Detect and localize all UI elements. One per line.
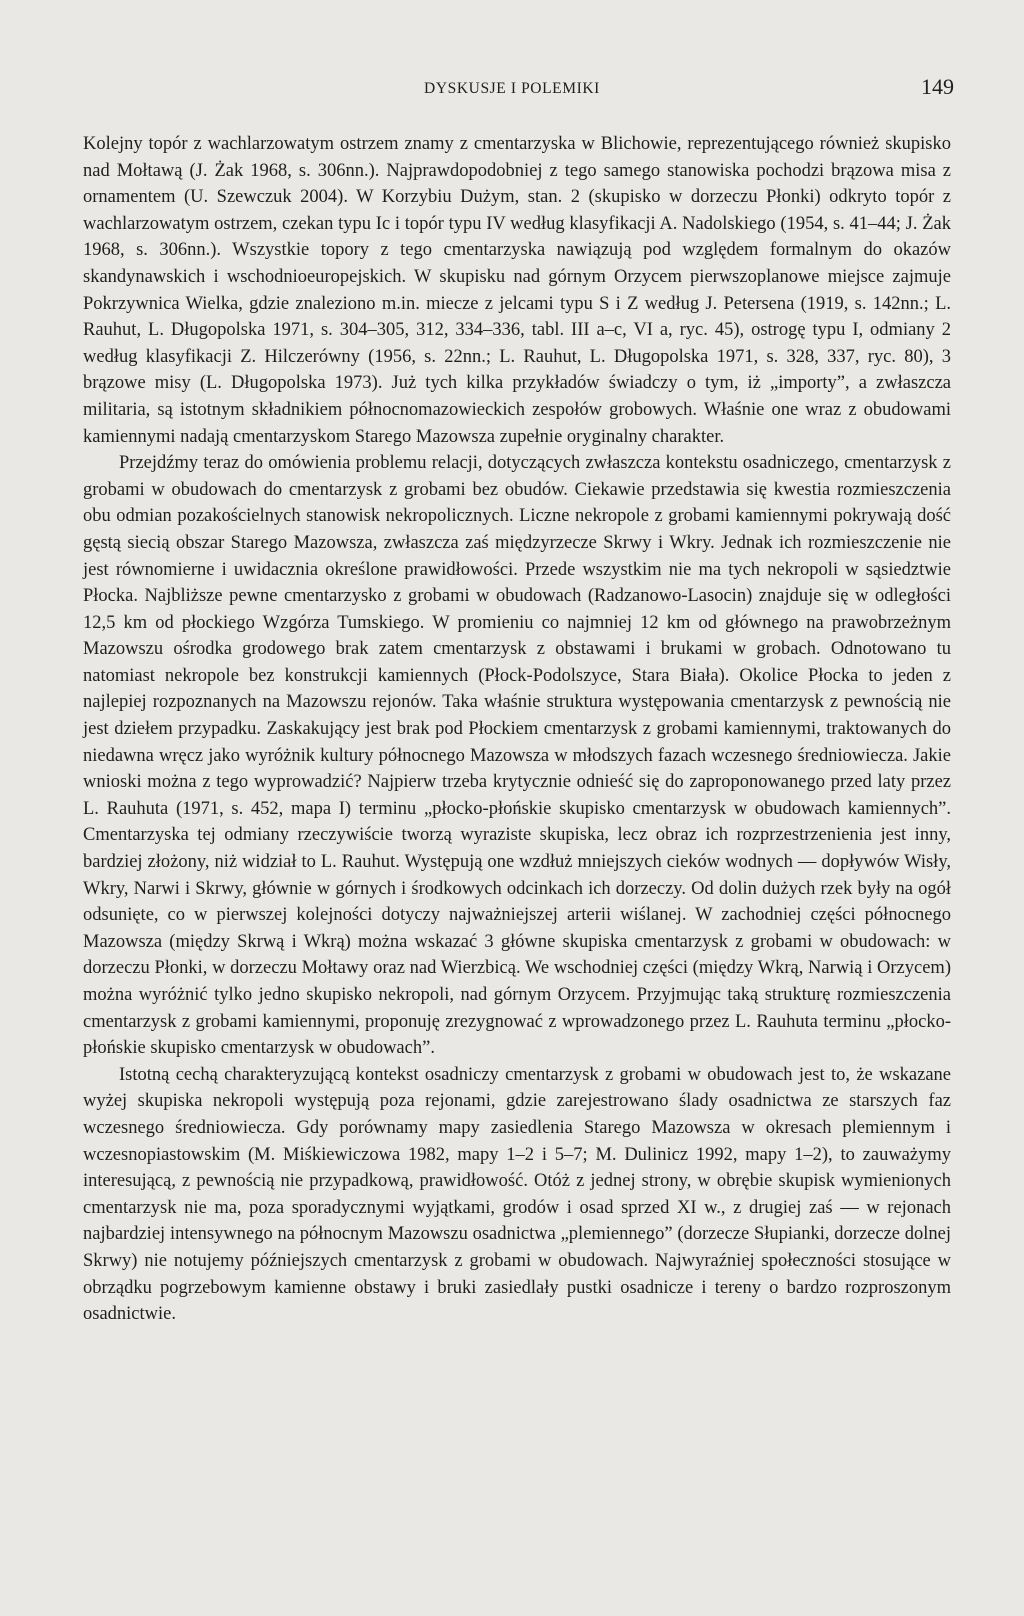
page-number: 149 — [921, 74, 954, 99]
paragraph-2: Przejdźmy teraz do omówienia problemu relacji, dotyczących zwłaszcza kontekstu osadniczego, cmentarzysk z grobami w obudowach do cmentarzysk z grobami bez obudów. Ciekawie przedstawia się kwestia rozmieszczenia obu odmian pozakościelnych stanowisk nekropolicznych. Liczne nekropole z grobami kamiennymi pokrywają dość gęstą siecią obszar Starego Mazowsza, zwłaszcza zaś międzyrzecze Skrwy i Wkry. Jednak ich rozmieszczenie nie jest równomierne i uwidacznia określone prawidłowości. Przede wszystkim nie ma tych nekropoli w sąsiedztwie Płocka. Najbliższe pewne cmentarzysko z grobami w obudowach (Radzanowo-Lasocin) znajduje się w odległości 12,5 km od płockiego Wzgórza Tumskiego. W promieniu co najmniej 12 km od głównego na prawobrzeżnym Mazowszu ośrodka grodowego brak zatem cmentarzysk z obstawami i brukami w grobach. Odnotowano tu natomiast nekropole bez konstrukcji kamiennych (Płock-Podolszyce, Stara Biała). Okolice Płocka to jeden z najlepiej rozpoznanych na Mazowszu rejonów. Taka właśnie struktura występowania cmentarzysk z pewnością nie jest dziełem przypadku. Zaskakujący jest brak pod Płockiem cmentarzysk z grobami kamiennymi, traktowanych do niedawna wręcz jako wyróżnik kultury północnego Mazowsza w młodszych fazach wczesnego średniowiecza. Jakie wnioski można z tego wyprowadzić? Najpierw trzeba krytycznie odnieść się do zaproponowanego przed laty przez L. Rauhuta (1971, s. 452, mapa I) terminu „płocko-płońskie skupisko cmentarzysk w obudowach kamiennych”. Cmentarzyska tej odmiany rzeczywiście tworzą wyraziste skupiska, lecz obraz ich rozprzestrzenienia jest inny, bardziej złożony, niż widział to L. Rauhut. Występują one wzdłuż mniejszych cieków wodnych — dopływów Wisły, Wkry, Narwi i Skrwy, głównie w górnych i środkowych odcinkach ich dorzeczy. Od dolin dużych rzek były na ogół odsunięte, co w pierwszej kolejności dotyczy najważniejszej arterii wiślanej. W zachodniej części północnego Mazowsza (między Skrwą i Wkrą) można wskazać 3 główne skupiska cmentarzysk z grobami w obudowach: w dorzeczu Płonki, w dorzeczu Mołtawy oraz nad Wierzbicą. We wschodniej części (między Wkrą, Narwią i Orzycem) można wyróżnić tylko jedno skupisko nekropoli, nad górnym Orzycem. Przyjmując taką strukturę rozmieszczenia cmentarzysk z grobami kamiennymi, proponuję zrezygnować z wprowadzonego przez L. Rauhuta terminu „płocko-płońskie skupisko cmentarzysk w obudowach”. — [83, 453, 951, 1059]
body-text — [83, 131, 951, 1328]
page-header — [0, 72, 1024, 112]
paragraph-1: Kolejny topór z wachlarzowatym ostrzem znamy z cmentarzyska w Blichowie, reprezentującego również skupisko nad Mołtawą (J. Żak 1968, s. 306nn.). Najprawdopodobniej z tego samego stanowiska pochodzi brązowa misa z ornamentem (U. Szewczuk 2004). W Korzybiu Dużym, stan. 2 (skupisko w dorzeczu Płonki) odkryto topór z wachlarzowatym ostrzem, czekan typu Ic i topór typu IV według klasyfikacji A. Nadolskiego (1954, s. 41–44; J. Żak 1968, s. 306nn.). Wszystkie topory z tego cmentarzyska nawiązują pod względem formalnym do okazów skandynawskich i wschodnioeuropejskich. W skupisku nad górnym Orzycem pierwszoplanowe miejsce zajmuje Pokrzywnica Wielka, gdzie znaleziono m.in. miecze z jelcami typu S i Z według J. Petersena (1919, s. 142nn.; L. Rauhut, L. Długopolska 1971, s. 304–305, 312, 334–336, tabl. III a–c, VI a, ryc. 45), ostrogę typu I, odmiany 2 według klasyfikacji Z. Hilczerówny (1956, s. 22nn.; L. Rauhut, L. Długopolska 1971, s. 328, 337, ryc. 80), 3 brązowe misy (L. Długopolska 1973). Już tych kilka przykładów świadczy o tym, iż „importy”, a zwłaszcza militaria, są istotnym składnikiem północnomazowieckich zespołów grobowych. Właśnie one wraz z obudowami kamiennymi nadają cmentarzyskom Starego Mazowsza zupełnie oryginalny charakter. — [83, 134, 951, 447]
paragraph-3: Istotną cechą charakteryzującą kontekst osadniczy cmentarzysk z grobami w obudowach jest to, że wskazane wyżej skupiska nekropoli występują poza rejonami, gdzie zarejestrowano ślady osadnictwa ze starszych faz wczesnego średniowiecza. Gdy porównamy mapy zasiedlenia Starego Mazowsza w okresach plemiennym i wczesnopiastowskim (M. Miśkiewiczowa 1982, mapy 1–2 i 5–7; M. Dulinicz 1992, mapy 1–2), to zauważymy interesującą, z pewnością nie przypadkową, prawidłowość. Otóż z jednej strony, w obrębie skupisk wymienionych cmentarzysk nie ma, poza sporadycznymi wyjątkami, grodów i osad sprzed XI w., z drugiej zaś — w rejonach najbardziej intensywnego na północnym Mazowszu osadnictwa „plemiennego” (dorzecze Słupianki, dorzecze dolnej Skrwy) nie notujemy późniejszych cmentarzysk z grobami w obudowach. Najwyraźniej społeczności stosujące w obrządku pogrzebowym kamienne obstawy i bruki zasiedlały pustki osadnicze i tereny o bardzo rozproszonym osadnictwie. — [83, 1064, 951, 1325]
running-head: DYSKUSJE I POLEMIKI — [424, 80, 600, 97]
